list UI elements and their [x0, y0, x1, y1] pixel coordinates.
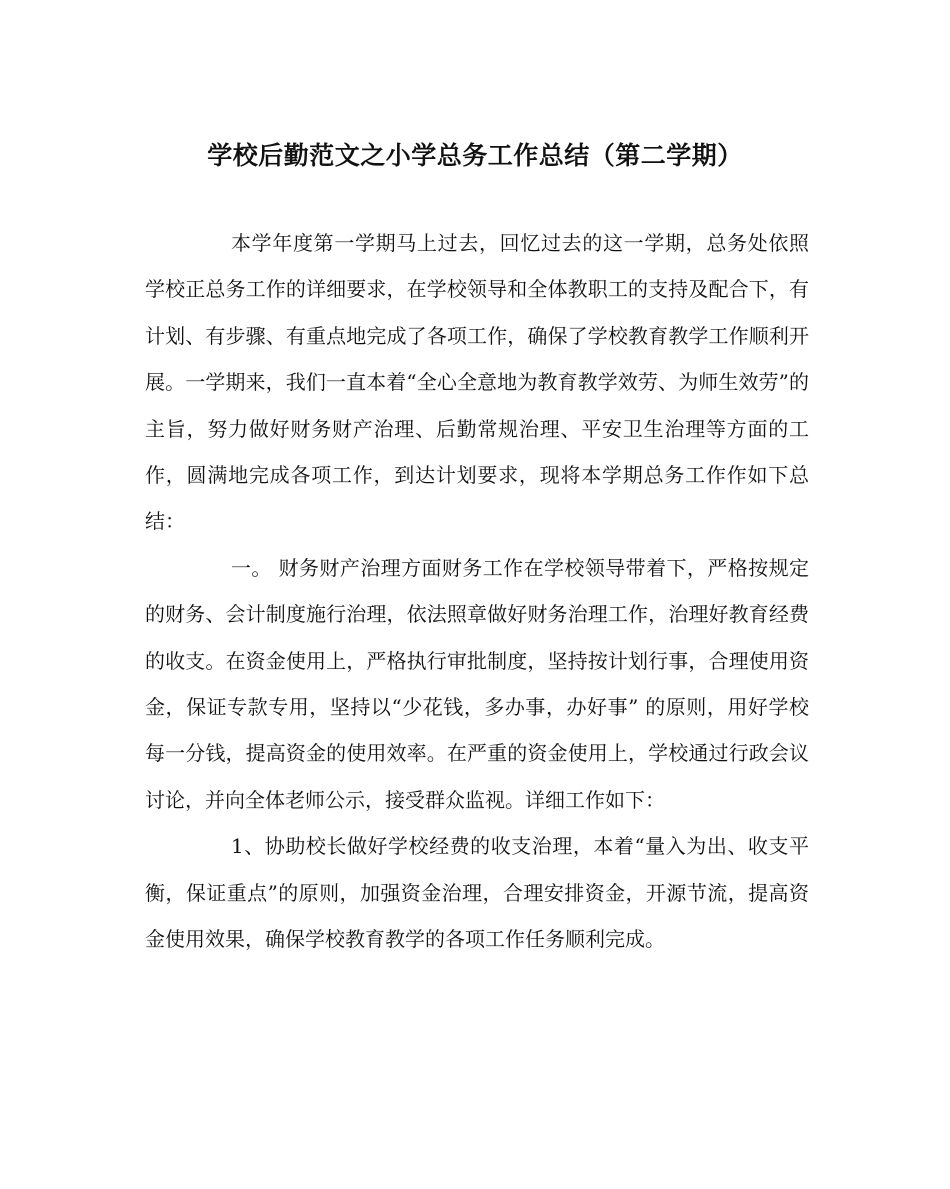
document-title: 学校后勤范文之小学总务工作总结（第二学期） [207, 141, 743, 170]
paragraph-intro: 本学年度第一学期马上过去，回忆过去的这一学期，总务处依照学校正总务工作的详细要求，在学校领导和全体教职工的支持及配合下，有计划、有步骤、有重点地完成了各项工作，确保了学校教育教学工作顺利开展。一学期来，我们一直本着“全心全意地为教育教学效劳、为师生效劳”的主旨，努力做好财务财产治理、后勤常规治理、平安卫生治理等方面的工作，圆满地完成各项工作，到达计划要求，现将本学期总务工作作如下总结： [145, 231, 809, 534]
paragraph-section-1: 一。 财务财产治理方面财务工作在学校领导带着下，严格按规定的财务、会计制度施行治理，依法照章做好财务治理工作，治理好教育经费的收支。在资金使用上，严格执行审批制度，坚持按计划行事，合理使用资金，保证专款专用，坚持以“少花钱，多办事，办好事” 的原则，用好学校每一分钱，提高资金的使用效率。在严重的资金使用上，学校通过行政会议讨论，并向全体老师公示，接受群众监视。详细工作如下： [145, 555, 809, 812]
document-body [145, 220, 809, 963]
paragraph-item-1: 1、协助校长做好学校经费的收支治理，本着“量入为出、收支平衡，保证重点”的原则，加强资金治理，合理安排资金，开源节流，提高资金使用效果，确保学校教育教学的各项工作任务顺利完成。 [145, 834, 809, 952]
